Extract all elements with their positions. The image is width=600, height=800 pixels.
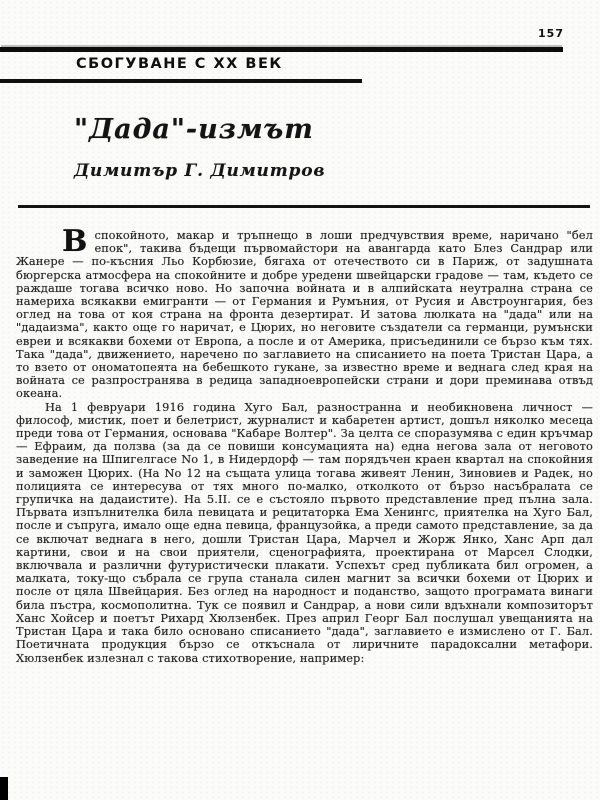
page-number: 157	[538, 27, 564, 40]
header-rule	[0, 79, 362, 83]
article-author: Димитър Г. Димитров	[74, 161, 326, 182]
section-header: СБОГУВАНЕ С XX ВЕК	[76, 56, 283, 72]
paragraph-first-text: спокойното, макар и тръпнещо в лоши предчувствия време, наричано "бел епок", такива бъдещи първомайстори на авангарда като Блез Сандрар или Жанере — по-късния Льо Корбюзие, бягаха от отечеството си в Париж, от задушната бюргерска атмосфера на спокойните и добре уредени швейцарски градове — там, където се раждаше тогава всичко ново. Но започна войната и в алпийската неутрална страна се намериха всякакви емигранти — от Германия и Румъния, от Русия и Австроунгария, без оглед на това от коя страна на фронта дезертират. И затова люлката на "дада" или на "дадаизма", както още го наричат, е Цюрих, но неговите създатели са германци, румънски евреи и всякакви бохеми от Европа, а после и от Америка, присъединили се бързо към тях. Така "дада", движението, наречено по заглавието на списанието на поета Тристан Цара, а то взето от ономатопеята на бебешкото гукане, за известно време и веднага след края на войната се разпространява в редица западноевропейски страни и дори преминава отвъд океана.	[16, 228, 593, 401]
paragraph-second: На 1 февруари 1916 година Хуго Бал, разностранна и необикновена личност — философ, мистик, поет и белетрист, журналист и кабаретен артист, дошъл няколко месеца преди това от Германия, основава "Кабаре Волтер". За целта се споразумява с един кръчмар — Ефраим, да ползва (за да се повиши консумацията на) една негова зала от неговото заведение на Шпигелгасе No 1, в Нидердорф — там порядъчен краен квартал на спокойния и заможен Цюрих. (На No 12 на същата улица тогава живеят Ленин, Зиновиев и Радек, но полицията се интересува от тях много по-малко, отколкото от бързо насъбралата се групичка на дадаистите). На 5.II. се е състояло първото представление пред пълна зала. Първата изпълнителка била певицата и рецитаторка Ема Хенингс, приятелка на Хуго Бал, после и съпруга, имало още една певица, французойка, а преди самото представление, за да се включат веднага в него, дошли Тристан Цара, Марчел и Жорж Янко, Ханс Арп дал картини, свои и на свои приятели, сценографията, проектирана от Марсел Слодки, включвала и различни футуристически плакати. Успехът сред публиката бил огромен, а малката, току-що събрала се група станала силен магнит за всички бохеми от Цюрих и после от цяла Швейцария. Без оглед на народност и поданство, защото програмата винаги била пъстра, космополитна. Тук се появил и Сандрар, а нови сили вдъхнали композиторът Ханс Хойсер и поетът Рихард Хюлзенбек. През април Георг Бал послушал увещанията на Тристан Цара и така било основано списанието "дада", заглавието е измислено от Г. Бал. Поетичната продукция бързо се откъснала от лиричните парадоксални метафори. Хюлзенбек излезнал с такова стихотворение, например:	[16, 399, 593, 665]
article-body	[16, 224, 593, 665]
paragraph-first	[16, 224, 593, 401]
article-title: "Дада"-измът	[74, 114, 314, 146]
title-rule	[18, 205, 590, 208]
scan-corner-artifact	[0, 777, 8, 800]
dropcap-letter: В	[62, 224, 88, 259]
top-rule	[0, 47, 563, 52]
